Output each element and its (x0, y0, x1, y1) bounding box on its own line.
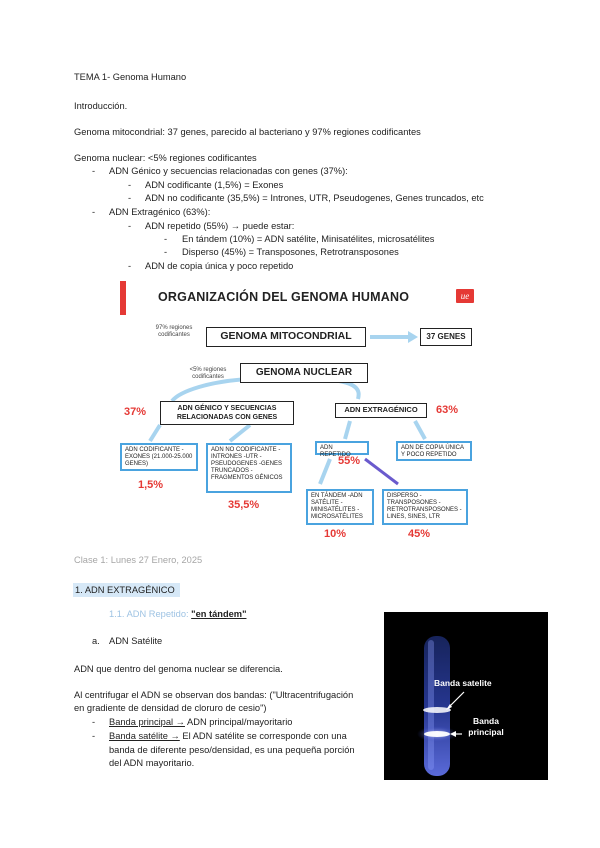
unique-box: ADN DE COPIA ÚNICA Y POCO REPETIDO (396, 441, 472, 461)
photo-label-satellite: Banda satelite (434, 678, 492, 688)
list-item: En tándem (10%) = ADN satélite, Minisatélites, microsatélites (182, 234, 435, 244)
svg-text:ue: ue (460, 291, 470, 301)
doc-heading: TEMA 1- Genoma Humano (74, 72, 187, 82)
class-date: Clase 1: Lunes 27 Enero, 2025 (74, 555, 203, 565)
subsection-prefix: 1.1. ADN Repetido: (109, 609, 192, 619)
list-item: ADN de copia única y poco repetido (145, 261, 294, 271)
dash-bullet: - (92, 717, 96, 727)
satellite-text: El ADN satélite se corresponde con una (179, 731, 347, 741)
pct-45: 45% (408, 528, 431, 540)
sub-a-heading: ADN Satélite (109, 636, 163, 646)
paragraph-1: ADN que dentro del genoma nuclear se diferencia. (74, 664, 283, 674)
pct-35-5: 35,5% (228, 499, 260, 511)
tandem-box: EN TÁNDEM -ADN SATÉLITE -MINISATÉLITES -MICROSATÉLITES (306, 489, 374, 525)
coding-box: ADN CODIFICANTE -EXONES (21.000-25.000 GENES) (120, 443, 198, 471)
centrifuge-photo (384, 612, 548, 780)
sub-a-letter: a. (92, 636, 100, 646)
genic-box: ADN GÉNICO Y SECUENCIAS RELACIONADAS CON GENES (160, 401, 294, 425)
satellite-text-3: del ADN mayoritario. (109, 758, 195, 768)
mito-line: Genoma mitocondrial: 37 genes, parecido al bacteriano y 97% regiones codificantes (74, 127, 421, 137)
pct-55: 55% (338, 455, 361, 467)
section-heading: 1. ADN EXTRAGÉNICO (75, 585, 175, 595)
mito-note: 97% regiones codificantes (155, 325, 193, 338)
diagram-title: ORGANIZACIÓN DEL GENOMA HUMANO (158, 290, 410, 304)
genome-diagram (120, 281, 478, 544)
photo-label-principal: Banda principal (468, 716, 504, 737)
dash-bullet: - (128, 261, 132, 271)
nuclear-line: Genoma nuclear: <5% regiones codificantes (74, 153, 257, 163)
genes-box: 37 GENES (420, 328, 472, 346)
pct-10: 10% (324, 528, 347, 540)
bullet-satellite (109, 731, 347, 741)
satellite-band (423, 707, 451, 713)
list-item: ADN Génico y secuencias relacionadas con genes (37%): (109, 166, 348, 176)
dash-bullet: - (128, 221, 132, 231)
list-item: ADN no codificante (35,5%) = Intrones, UTR, Pseudogenes, Genes truncados, etc (145, 193, 484, 203)
pct-63: 63% (436, 404, 459, 416)
principal-link[interactable]: Banda principal → (109, 717, 185, 727)
dash-bullet: - (128, 193, 132, 203)
noncoding-box: ADN NO CODIFICANTE -INTRONES -UTR -PSEUDOGENES -GENES TRUNCADOS -FRAGMENTOS GÉNICOS (206, 443, 292, 493)
dispersed-box: DISPERSO -TRANSPOSONES -RETROTRANSPOSONES -LINES, SINES, LTR (382, 489, 468, 525)
list-item: ADN repetido (55%) → puede estar: (145, 221, 295, 231)
paragraph-2a: Al centrifugar el ADN se observan dos bandas: ("Ultracentrifugación (74, 690, 354, 700)
dash-bullet: - (92, 207, 96, 217)
principal-band (424, 731, 450, 737)
nuclear-box: GENOMA NUCLEAR (240, 363, 368, 383)
dash-bullet: - (164, 234, 168, 244)
pct-1-5: 1,5% (138, 479, 164, 491)
pct-37: 37% (124, 406, 147, 418)
dash-bullet: - (92, 166, 96, 176)
tube-illustration (384, 612, 548, 780)
list-item: ADN Extragénico (63%): (109, 207, 211, 217)
intro-label: Introducción. (74, 101, 128, 111)
title-accent-bar (120, 281, 126, 315)
subsection-heading (109, 609, 246, 619)
repeated-box: ADN REPETIDO (315, 441, 369, 455)
mito-box: GENOMA MITOCONDRIAL (206, 327, 366, 347)
dash-bullet: - (164, 247, 168, 257)
nuclear-note: <5% regiones codificantes (189, 367, 227, 380)
bullet-principal (109, 717, 292, 727)
principal-text: ADN principal/mayoritario (184, 717, 293, 727)
list-item: ADN codificante (1,5%) = Exones (145, 180, 284, 190)
list-item: Disperso (45%) = Transposones, Retrotransposones (182, 247, 399, 257)
satellite-text-2: banda de diferente peso/densidad, es una pequeña porción (109, 745, 355, 755)
satellite-link[interactable]: Banda satélite → (109, 731, 180, 741)
paragraph-2b: en gradiente de densidad de cloruro de cesio") (74, 703, 267, 713)
extragenic-box: ADN EXTRAGÉNICO (335, 403, 427, 418)
subsection-link[interactable]: "en tándem" (191, 609, 247, 619)
dash-bullet: - (92, 731, 96, 741)
dash-bullet: - (128, 180, 132, 190)
